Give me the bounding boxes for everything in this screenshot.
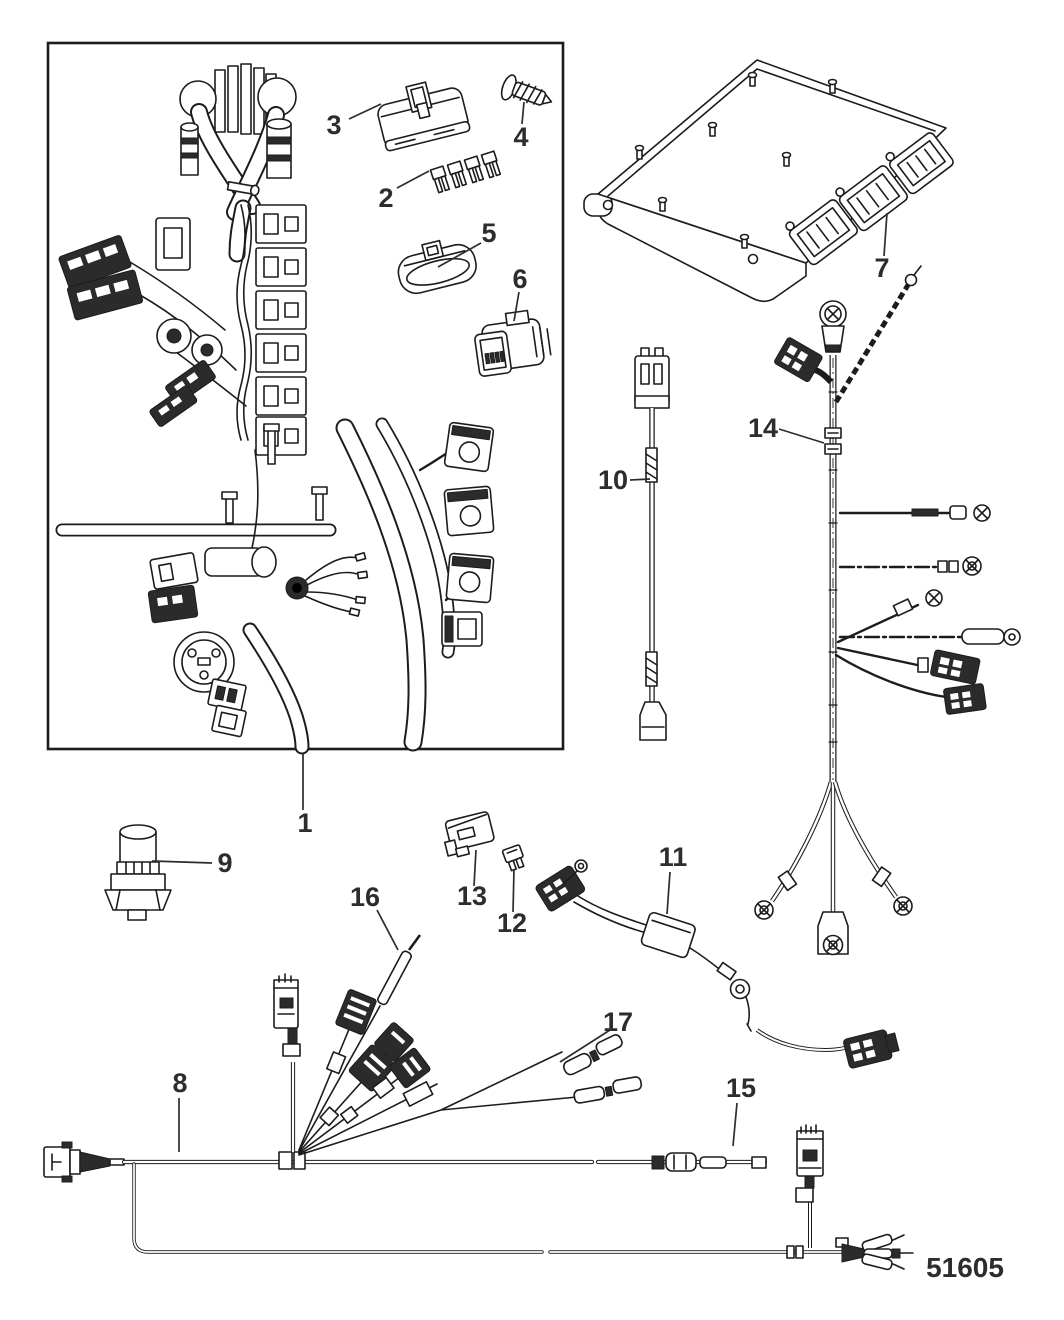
leader-line-14	[779, 429, 824, 443]
relay-4	[256, 334, 306, 372]
callout-4: 4	[513, 122, 529, 152]
item13-breaker	[440, 811, 496, 859]
callout-12: 12	[496, 908, 528, 938]
callout-9: 9	[217, 848, 233, 878]
item1-main-harness-group	[48, 43, 563, 749]
coil-sensor-right	[267, 119, 291, 178]
leader-line-9	[152, 861, 212, 863]
small-connector	[442, 612, 482, 646]
callout-16: 16	[349, 882, 381, 912]
callout-11: 11	[658, 842, 688, 872]
callout-17: 17	[602, 1007, 634, 1037]
callout-5: 5	[481, 218, 497, 248]
relay-6	[256, 417, 306, 455]
item14-branch-eye	[840, 629, 1020, 645]
callout-8: 8	[172, 1068, 188, 1098]
callout-2: 2	[378, 183, 394, 213]
leader-line-16	[377, 910, 398, 950]
item14-harness	[755, 266, 1020, 955]
item8-harness	[44, 974, 643, 1252]
item15-extension	[550, 1125, 913, 1270]
item14-branch-plugs	[836, 648, 986, 715]
callout-10: 10	[597, 465, 629, 495]
item10-cable	[635, 348, 669, 740]
leader-line-7	[884, 213, 887, 256]
leader-line-15	[733, 1103, 737, 1146]
item8-fan	[299, 989, 643, 1155]
callout-14: 14	[747, 413, 779, 443]
item14-branch-ring1	[840, 505, 990, 521]
relay-5	[256, 377, 306, 415]
relay-3	[256, 291, 306, 329]
leader-line-10	[630, 479, 650, 480]
callout-6: 6	[512, 264, 528, 294]
relay-2	[256, 248, 306, 286]
item14-tripod	[755, 782, 912, 955]
item9-sensor	[105, 825, 171, 920]
item11-leads	[535, 860, 901, 1069]
callout-7: 7	[874, 253, 890, 283]
item14-branch-ring3	[838, 590, 942, 642]
callout-1: 1	[297, 808, 313, 838]
item7-ecm	[584, 60, 955, 301]
leader-line-11	[667, 872, 670, 914]
item14-branch-ring2	[840, 557, 981, 575]
coil-sensor-left	[181, 123, 198, 175]
relay-1	[256, 205, 306, 243]
callout-15: 15	[725, 1073, 757, 1103]
leader-line-12	[513, 869, 514, 912]
callout-13: 13	[456, 881, 488, 911]
callout-3: 3	[326, 110, 342, 140]
drawing-number: 51605	[926, 1252, 1004, 1283]
item12-fuse	[502, 845, 526, 872]
